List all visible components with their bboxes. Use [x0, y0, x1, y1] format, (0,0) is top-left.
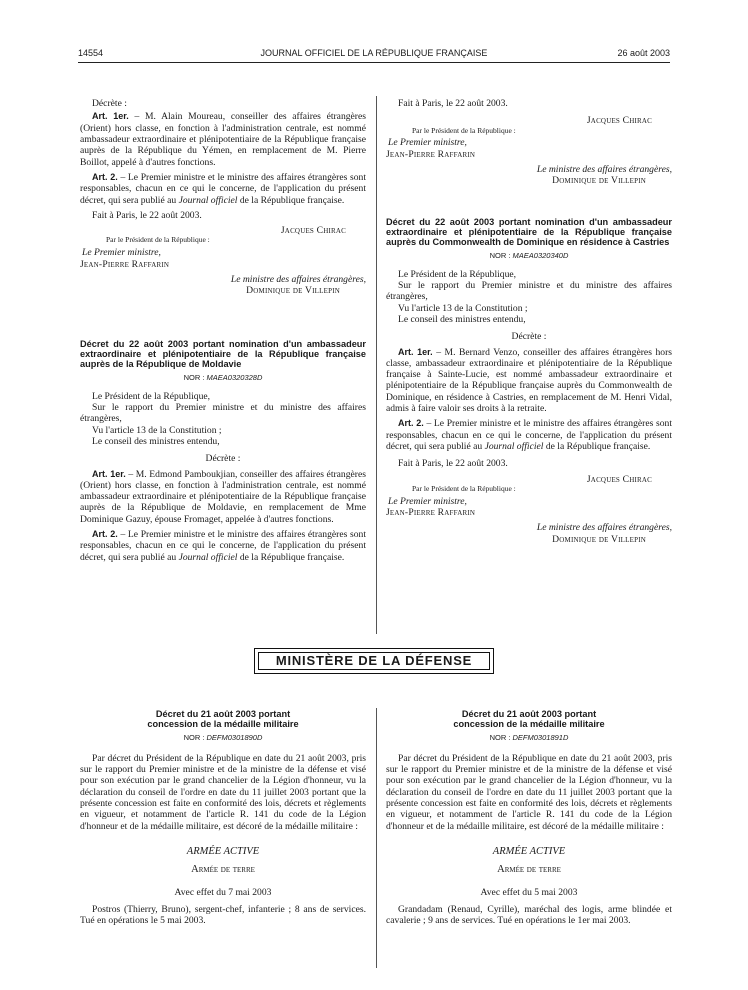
decree-title: Décret du 22 août 2003 portant nomination d'un ambassadeur extraordinaire et plénipotentiaire de la République française auprès de la République de Moldavie [80, 339, 366, 369]
effect-date: Avec effet du 5 mai 2003 [480, 886, 578, 898]
nor-reference: NOR : DEFM0301890D [183, 732, 263, 742]
page-number: 14554 [78, 48, 104, 58]
ministre-ae-name: Dominique de Villepin [552, 175, 646, 187]
page-header [78, 48, 670, 63]
subsection-heading: Armée de terre [497, 864, 561, 876]
decree-moldavie [80, 340, 366, 563]
premier-ministre-name: Jean-Pierre Raffarin [386, 148, 476, 160]
conseil-line: Le conseil des ministres entendu, [398, 313, 526, 325]
article-1-yemen: Art. 1er. – M. Alain Moureau, conseiller des affaires étrangères (Orient) hors classe, en fonction à l'administration centrale, est nommé ambassadeur extraordinaire et plénipotentiaire de la République française auprès de la République du Yémen, en remplacement de M. Pierre Boillot, appelé à d'autres fonctions. [80, 111, 366, 168]
nor-reference: NOR : DEFM0301891D [489, 732, 569, 742]
journal-title: JOURNAL OFFICIEL DE LA RÉPUBLIQUE FRANÇAISE [260, 48, 488, 58]
signature-president: Jacques Chirac [586, 473, 652, 485]
section-heading: ARMÉE ACTIVE [186, 845, 260, 857]
decrete-label: Décrète : [205, 453, 241, 465]
signature-president: Jacques Chirac [280, 225, 346, 237]
fait-a-paris: Fait à Paris, le 22 août 2003. [92, 209, 202, 221]
section-heading: ARMÉE ACTIVE [492, 845, 566, 857]
subsection-heading: Armée de terre [191, 864, 255, 876]
premier-ministre-name: Jean-Pierre Raffarin [386, 507, 476, 519]
article-label: Art. 1er. [398, 346, 433, 357]
premier-ministre-name: Jean-Pierre Raffarin [80, 258, 170, 270]
right-column-top [386, 98, 672, 187]
column-rule-top [376, 96, 377, 634]
vu-line: Vu l'article 13 de la Constitution ; [398, 302, 528, 314]
article-2-dominique: Art. 2. – Le Premier ministre et le ministre des affaires étrangères sont responsables, chacun en ce qui le concerne, de l'application du présent décret, qui sera publié au Journal officiel de la République française. [386, 418, 672, 453]
premier-ministre-title: Le Premier ministre, [388, 137, 467, 149]
ministre-ae-name: Dominique de Villepin [246, 285, 340, 297]
par-le-president: Par le Président de la République : [412, 483, 516, 493]
fait-a-paris: Fait à Paris, le 22 août 2003. [398, 98, 508, 109]
decree-title: Décret du 21 août 2003 portant concession de la médaille militaire [453, 709, 605, 729]
nor-reference: NOR : MAEA0320328D [183, 372, 263, 382]
premier-ministre-title: Le Premier ministre, [82, 247, 161, 259]
issue-date: 26 août 2003 [617, 48, 670, 58]
article-2-yemen: Art. 2. – Le Premier ministre et le ministre des affaires étrangères sont responsables, chacun en ce qui le concerne, de l'application du présent décret, qui sera publié au Journal officiel de la République française. [80, 171, 366, 206]
article-2-moldavie: Art. 2. – Le Premier ministre et le ministre des affaires étrangères sont responsables, chacun en ce qui le concerne, de l'application du présent décret, qui sera publié au Journal officiel de la République française. [80, 529, 366, 563]
decoree-entry: Grandadam (Renaud, Cyrille), maréchal des logis, arme blindée et cavalerie ; 9 ans de services. Tué en opérations le 1er mai 2003. [386, 903, 672, 927]
ministre-ae-title: Le ministre des affaires étrangères, [536, 164, 672, 176]
decree-medal-right [386, 710, 672, 927]
decree-body: Par décret du Président de la République en date du 21 août 2003, pris sur le rapport du Premier ministre et de la ministre de la défense et visé pour son exécution par le grand chancelier de la Légion d'honneur, vu la déclaration du conseil de l'ordre en date du 11 juillet 2003 portant que la présente concession est faite en conformité des lois, décrets et règlements en vigueur, et notamment de l'article R. 141 du code de la Légion d'honneur et de la médaille militaire, est décoré de la médaille militaire : [386, 752, 672, 832]
rapport-line: Sur le rapport du Premier ministre et du ministre des affaires étrangères, [386, 279, 672, 303]
fait-a-paris: Fait à Paris, le 22 août 2003. [398, 458, 508, 470]
decree-title: Décret du 22 août 2003 portant nomination d'un ambassadeur extraordinaire et plénipotentiaire de la République française auprès du Commonwealth de Dominique en résidence à Castries [386, 217, 672, 247]
par-le-president: Par le Président de la République : [412, 125, 516, 135]
vu-line: Vu l'article 13 de la Constitution ; [92, 424, 222, 436]
column-rule-bottom [376, 708, 377, 968]
ministry-heading: MINISTÈRE DE LA DÉFENSE [258, 652, 490, 670]
decree-medal-left [80, 710, 366, 927]
ministre-ae-name: Dominique de Villepin [552, 533, 646, 545]
ministry-heading-box [254, 648, 494, 674]
nor-reference: NOR : MAEA0320340D [489, 250, 569, 260]
ministre-ae-title: Le ministre des affaires étrangères, [230, 273, 366, 285]
ministre-ae-title: Le ministre des affaires étrangères, [536, 522, 672, 534]
article-label: Art. 1er. [92, 111, 129, 122]
president-line: Le Président de la République, [92, 390, 211, 402]
article-1-moldavie: Art. 1er. – M. Edmond Pamboukjian, conseiller des affaires étrangères (Orient) hors classe, en fonction à l'administration centrale, est nommé ambassadeur extraordinaire et plénipotentiaire de la République française auprès de la République de Moldavie, en remplacement de Mme Dominique Gazuy, épouse Fromaget, appelée à d'autres fonctions. [80, 468, 366, 525]
article-label: Art. 2. [92, 529, 118, 540]
president-line: Le Président de la République, [398, 268, 517, 280]
decrete-label: Décrète : [511, 331, 547, 343]
decree-dominique [386, 218, 672, 545]
conseil-line: Le conseil des ministres entendu, [92, 435, 220, 447]
effect-date: Avec effet du 7 mai 2003 [174, 886, 272, 898]
left-column-top [80, 98, 366, 297]
decree-title: Décret du 21 août 2003 portant concession de la médaille militaire [147, 709, 299, 729]
premier-ministre-title: Le Premier ministre, [388, 495, 467, 507]
article-label: Art. 2. [92, 171, 118, 182]
decree-body: Par décret du Président de la République en date du 21 août 2003, pris sur le rapport du Premier ministre et de la ministre de la défense et visé pour son exécution par le grand chancelier de la Légion d'honneur, vu la déclaration du conseil de l'ordre en date du 11 juillet 2003 portant que la présente concession est faite en conformité des lois, décrets et règlements en vigueur, et notamment de l'article R. 141 du code de la Légion d'honneur et de la médaille militaire, est décoré de la médaille militaire : [80, 752, 366, 832]
par-le-president: Par le Président de la République : [106, 235, 210, 245]
article-1-dominique: Art. 1er. – M. Bernard Venzo, conseiller des affaires étrangères hors classe, ambassadeur extraordinaire et plénipotentiaire de la République française à Sainte-Lucie, est nommé ambassadeur extraordinaire et plénipotentiaire de la République française auprès du Commonwealth de Dominique, en résidence à Castries, en remplacement de M. Henri Vidal, admis à faire valoir ses droits à la retraite. [386, 346, 672, 415]
decrete-label: Décrète : [92, 98, 127, 109]
rapport-line: Sur le rapport du Premier ministre et du ministre des affaires étrangères, [80, 401, 366, 425]
signature-president: Jacques Chirac [586, 115, 652, 127]
decoree-entry: Postros (Thierry, Bruno), sergent-chef, infanterie ; 8 ans de services. Tué en opérations le 5 mai 2003. [80, 903, 366, 927]
article-label: Art. 1er. [92, 468, 126, 479]
article-label: Art. 2. [398, 418, 424, 429]
